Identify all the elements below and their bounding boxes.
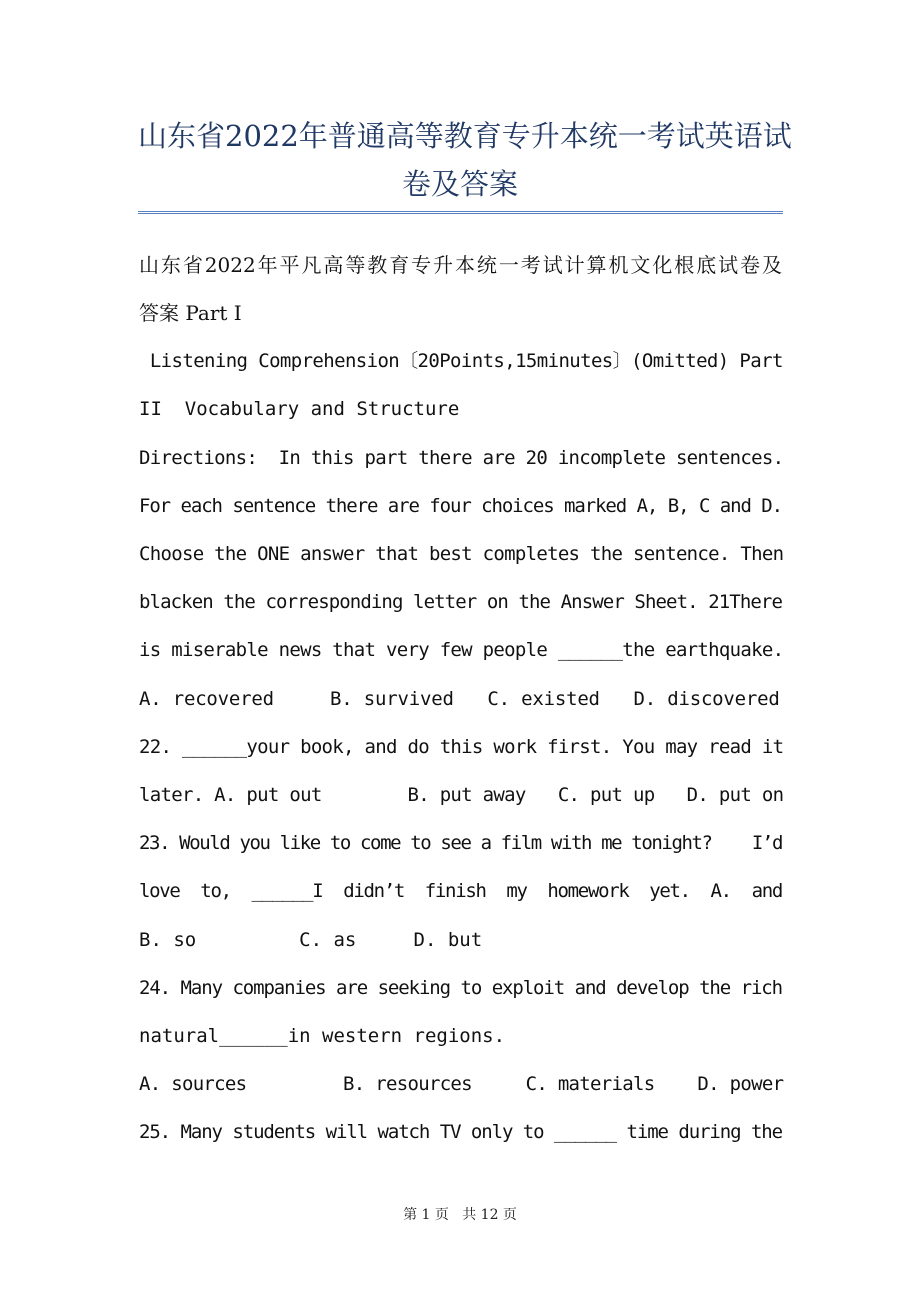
page-number-footer: 第 1 页 共 12 页 bbox=[403, 1207, 517, 1223]
body-line-8: blacken the corresponding letter on the Answer Sheet. 21There bbox=[139, 591, 782, 613]
title-divider bbox=[138, 211, 783, 214]
body-line-1: 山东省2022年平凡高等教育专升本统一考试计算机文化根底试卷及 bbox=[139, 253, 782, 277]
body-line-5: Directions: In this part there are 20 incomplete sentences. bbox=[139, 447, 784, 469]
body-line-19: 25. Many students will watch TV only to ______ time during the bbox=[139, 1121, 782, 1143]
body-line-7: Choose the ONE answer that best completes the sentence. Then bbox=[139, 543, 784, 565]
body-line-3: Listening Comprehension〔20Points,15minutes〕(Omitted) Part bbox=[139, 350, 783, 372]
body-line-9: is miserable news that very few people ______the earthquake. bbox=[139, 639, 784, 661]
body-line-18: A. sources B. resources C. materials D. power bbox=[139, 1073, 784, 1095]
body-line-16: 24. Many companies are seeking to exploit and develop the rich bbox=[139, 977, 782, 999]
body-line-6: For each sentence there are four choices marked A, B, C and D. bbox=[139, 495, 782, 517]
document-title-line-1: 山东省2022年普通高等教育专升本统一考试英语试 bbox=[138, 119, 792, 153]
body-line-17: natural______in western regions. bbox=[139, 1025, 506, 1047]
body-line-15: B. so C. as D. but bbox=[139, 929, 483, 951]
body-line-2: 答案 Part I bbox=[139, 301, 242, 325]
body-line-10: A. recovered B. survived C. existed D. discovered bbox=[139, 688, 780, 710]
body-line-4: II Vocabulary and Structure bbox=[139, 398, 460, 420]
body-line-13: 23. Would you like to come to see a film with me tonight? I’d bbox=[139, 832, 782, 854]
body-line-12: later. A. put out B. put away C. put up D. put on bbox=[139, 784, 784, 806]
body-line-11: 22. ______your book, and do this work first. You may read it bbox=[139, 736, 784, 758]
document-title-line-2: 卷及答案 bbox=[401, 167, 518, 201]
body-line-14: love to, ______I didn’t finish my homework yet. A. and bbox=[139, 880, 782, 902]
